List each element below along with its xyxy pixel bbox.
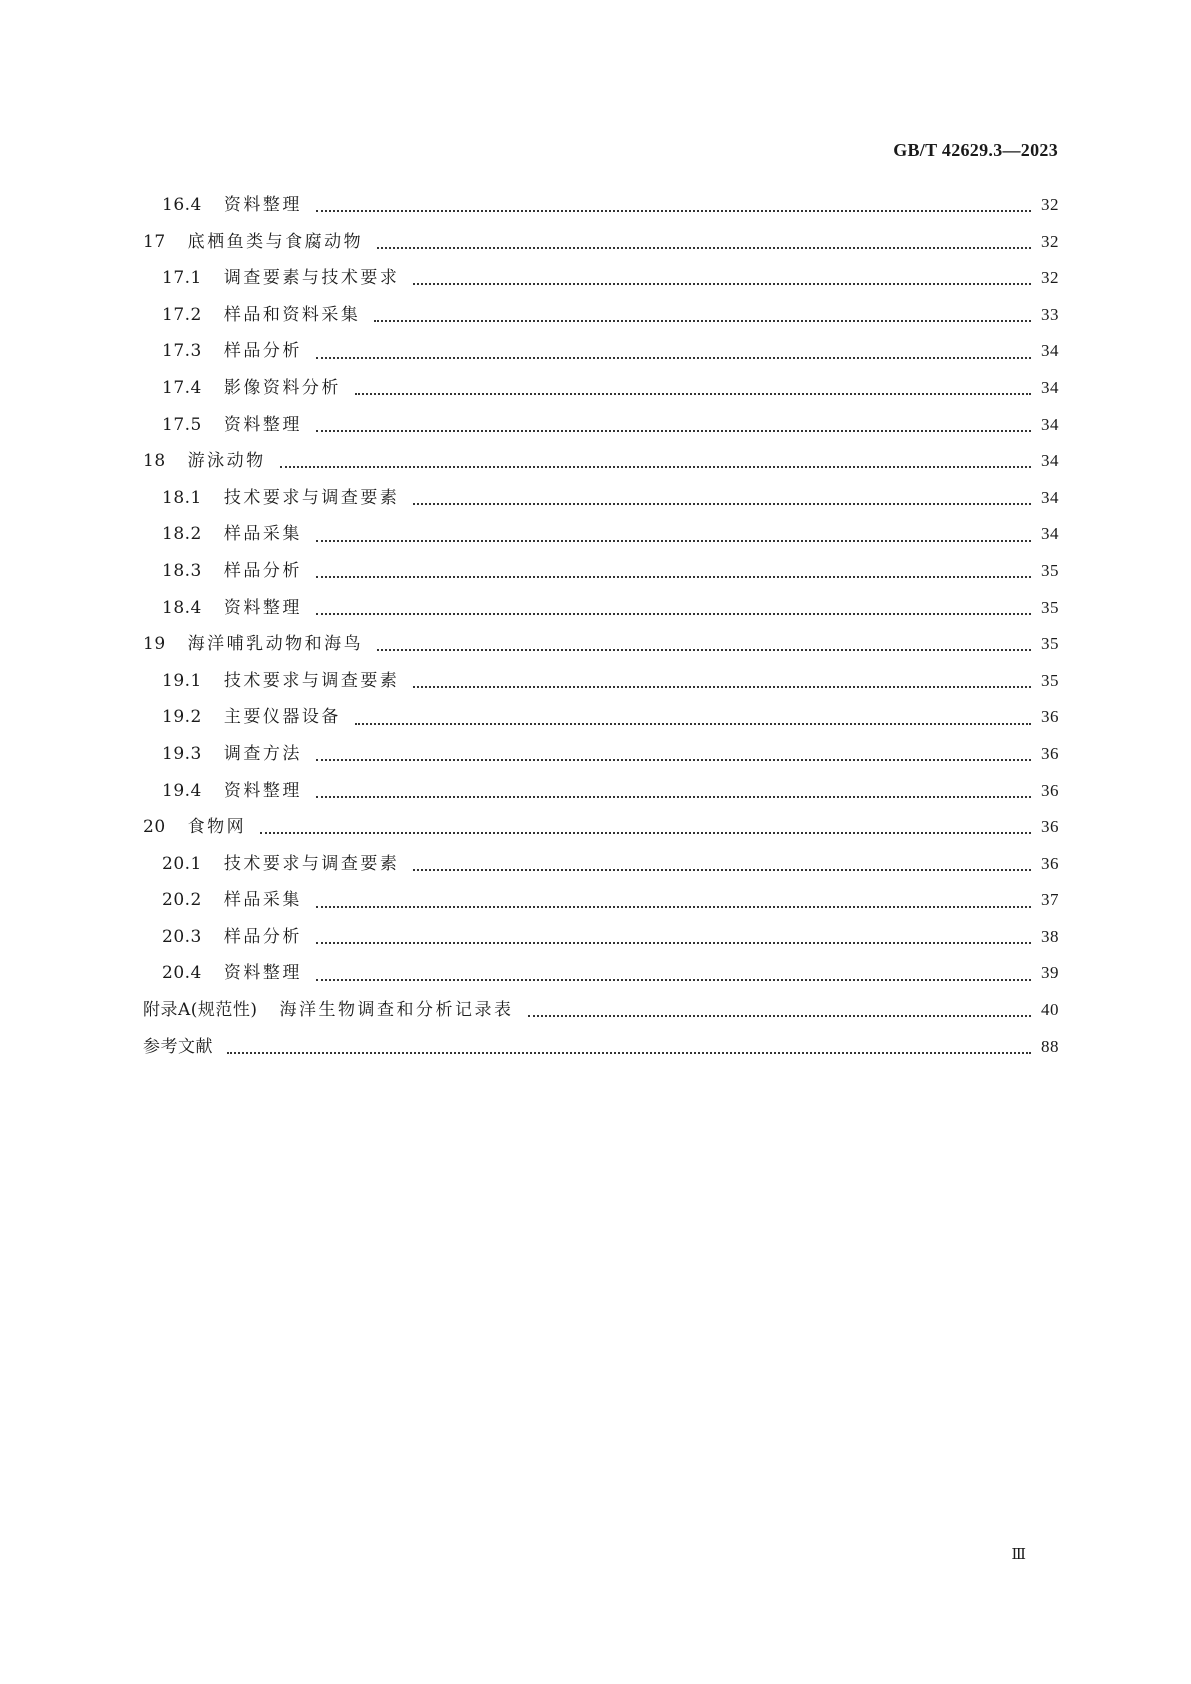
toc-entry-number: 19.1	[162, 670, 202, 691]
toc-dot-leader	[355, 723, 1031, 725]
toc-entry-page: 36	[1041, 817, 1059, 837]
toc-entry-title: 资料整理	[223, 963, 302, 984]
toc-entry[interactable]	[143, 519, 1059, 556]
toc-entry-number: 20.3	[162, 926, 202, 947]
toc-entry-title: 技术要求与调查要素	[223, 670, 400, 691]
toc-entry-page: 35	[1041, 670, 1059, 690]
toc-entry-title: 底栖鱼类与食腐动物	[187, 231, 364, 252]
toc-entry-number: 18.4	[162, 597, 202, 618]
toc-entry-page: 36	[1041, 853, 1059, 873]
toc-entry[interactable]	[143, 812, 1059, 849]
toc-entry[interactable]	[143, 263, 1059, 300]
toc-entry-number: 17.4	[162, 377, 202, 398]
toc-entry-number: 20.4	[162, 963, 202, 984]
toc-dot-leader	[260, 832, 1031, 834]
toc-entry-title: 游泳动物	[187, 451, 266, 472]
page-number: Ⅲ	[1011, 1547, 1026, 1563]
toc-dot-leader	[316, 430, 1031, 432]
toc-dot-leader	[316, 796, 1031, 798]
toc-dot-leader	[316, 613, 1031, 615]
toc-entry[interactable]	[143, 446, 1059, 483]
toc-dot-leader	[413, 503, 1031, 505]
toc-entry-title: 主要仪器设备	[223, 707, 341, 728]
toc-dot-leader	[413, 283, 1031, 285]
toc-entry-title: 影像资料分析	[223, 377, 341, 398]
toc-entry[interactable]	[143, 1032, 1059, 1069]
toc-entry-title: 调查要素与技术要求	[223, 268, 400, 289]
toc-entry-title: 资料整理	[223, 780, 302, 801]
toc-entry-title: 海洋生物调查和分析记录表	[279, 1000, 514, 1021]
toc-entry-title: 资料整理	[223, 597, 302, 618]
toc-entry-title: 资料整理	[223, 195, 302, 215]
toc-dot-leader	[316, 906, 1031, 908]
toc-entry-title: 资料整理	[223, 414, 302, 435]
toc-entry-page: 88	[1041, 1036, 1059, 1056]
toc-dot-leader	[413, 869, 1031, 871]
toc-entry[interactable]	[143, 995, 1059, 1032]
toc-dot-leader	[316, 210, 1031, 212]
toc-entry[interactable]	[143, 776, 1059, 813]
toc-dot-leader	[316, 357, 1031, 359]
toc-entry-page: 33	[1041, 304, 1059, 324]
toc-entry-page: 34	[1041, 487, 1059, 507]
toc-dot-leader	[355, 393, 1031, 395]
toc-entry-number: 17	[143, 231, 166, 252]
toc-entry-number: 20.2	[162, 890, 202, 911]
toc-entry-number: 19	[143, 634, 166, 655]
toc-entry-title: 调查方法	[223, 743, 302, 764]
toc-entry-number: 20.1	[162, 853, 202, 874]
toc-entry-page: 34	[1041, 524, 1059, 544]
toc-dot-leader	[316, 942, 1031, 944]
toc-entry-title: 技术要求与调查要素	[223, 487, 400, 508]
toc-dot-leader	[316, 759, 1031, 761]
toc-entry[interactable]	[143, 922, 1059, 959]
standard-code: GB/T 42629.3—2023	[893, 140, 1058, 160]
toc-entry[interactable]	[143, 190, 1059, 227]
toc-entry[interactable]	[143, 849, 1059, 886]
toc-entry-number: 16.4	[162, 195, 202, 215]
toc-dot-leader	[377, 247, 1031, 249]
toc-entry-page: 32	[1041, 268, 1059, 288]
toc-entry[interactable]	[143, 556, 1059, 593]
toc-entry-page: 34	[1041, 377, 1059, 397]
toc-dot-leader	[528, 1015, 1031, 1017]
toc-entry[interactable]	[143, 629, 1059, 666]
toc-entry-number: 17.5	[162, 414, 202, 435]
toc-entry-number: 17.1	[162, 268, 202, 289]
toc-entry-page: 36	[1041, 743, 1059, 763]
table-of-contents	[143, 190, 1059, 1068]
toc-entry-title: 食物网	[187, 817, 247, 838]
toc-entry-title: 样品采集	[223, 890, 302, 911]
toc-entry[interactable]	[143, 483, 1059, 520]
toc-dot-leader	[280, 466, 1031, 468]
toc-entry-page: 40	[1041, 1000, 1059, 1020]
toc-dot-leader	[377, 649, 1031, 651]
toc-entry-number: 17.3	[162, 341, 202, 362]
toc-dot-leader	[316, 540, 1031, 542]
toc-entry-page: 36	[1041, 707, 1059, 727]
toc-entry[interactable]	[143, 739, 1059, 776]
toc-entry-page: 32	[1041, 231, 1059, 251]
toc-entry-page: 34	[1041, 451, 1059, 471]
toc-entry-title: 样品分析	[223, 341, 302, 362]
toc-entry-number: 19.4	[162, 780, 202, 801]
toc-entry[interactable]	[143, 373, 1059, 410]
toc-entry-page: 35	[1041, 560, 1059, 580]
toc-entry-number: 附录A(规范性)	[143, 1000, 258, 1021]
toc-entry-page: 37	[1041, 890, 1059, 910]
toc-entry-page: 39	[1041, 963, 1059, 983]
toc-entry-page: 38	[1041, 926, 1059, 946]
toc-entry-page: 34	[1041, 341, 1059, 361]
toc-dot-leader	[374, 320, 1031, 322]
toc-entry-number: 19.2	[162, 707, 202, 728]
toc-entry-page: 34	[1041, 414, 1059, 434]
toc-entry-number: 18.1	[162, 487, 202, 508]
toc-entry[interactable]	[143, 666, 1059, 703]
toc-entry-title: 样品分析	[223, 560, 302, 581]
toc-dot-leader	[316, 979, 1031, 981]
toc-entry-title: 海洋哺乳动物和海鸟	[187, 634, 364, 655]
toc-entry-title: 样品采集	[223, 524, 302, 545]
toc-entry[interactable]	[143, 593, 1059, 630]
toc-entry[interactable]	[143, 227, 1059, 264]
toc-entry-title: 样品分析	[223, 926, 302, 947]
toc-entry-number: 18.3	[162, 560, 202, 581]
toc-entry-page: 36	[1041, 780, 1059, 800]
toc-dot-leader	[316, 576, 1031, 578]
toc-entry-number: 19.3	[162, 743, 202, 764]
toc-entry[interactable]	[143, 410, 1059, 447]
toc-entry-title: 技术要求与调查要素	[223, 853, 400, 874]
toc-entry[interactable]	[143, 958, 1059, 995]
toc-entry-page: 35	[1041, 634, 1059, 654]
toc-entry[interactable]	[143, 336, 1059, 373]
toc-entry-page: 35	[1041, 597, 1059, 617]
toc-dot-leader	[227, 1052, 1031, 1054]
toc-entry[interactable]	[143, 300, 1059, 337]
toc-entry-number: 20	[143, 817, 166, 838]
toc-entry[interactable]	[143, 702, 1059, 739]
toc-entry-title: 样品和资料采集	[223, 304, 361, 325]
toc-entry-page: 32	[1041, 195, 1059, 214]
toc-entry-number: 参考文献	[143, 1036, 213, 1057]
toc-entry[interactable]	[143, 885, 1059, 922]
toc-entry-number: 18.2	[162, 524, 202, 545]
toc-entry-number: 18	[143, 451, 166, 472]
toc-dot-leader	[413, 686, 1031, 688]
toc-entry-number: 17.2	[162, 304, 202, 325]
